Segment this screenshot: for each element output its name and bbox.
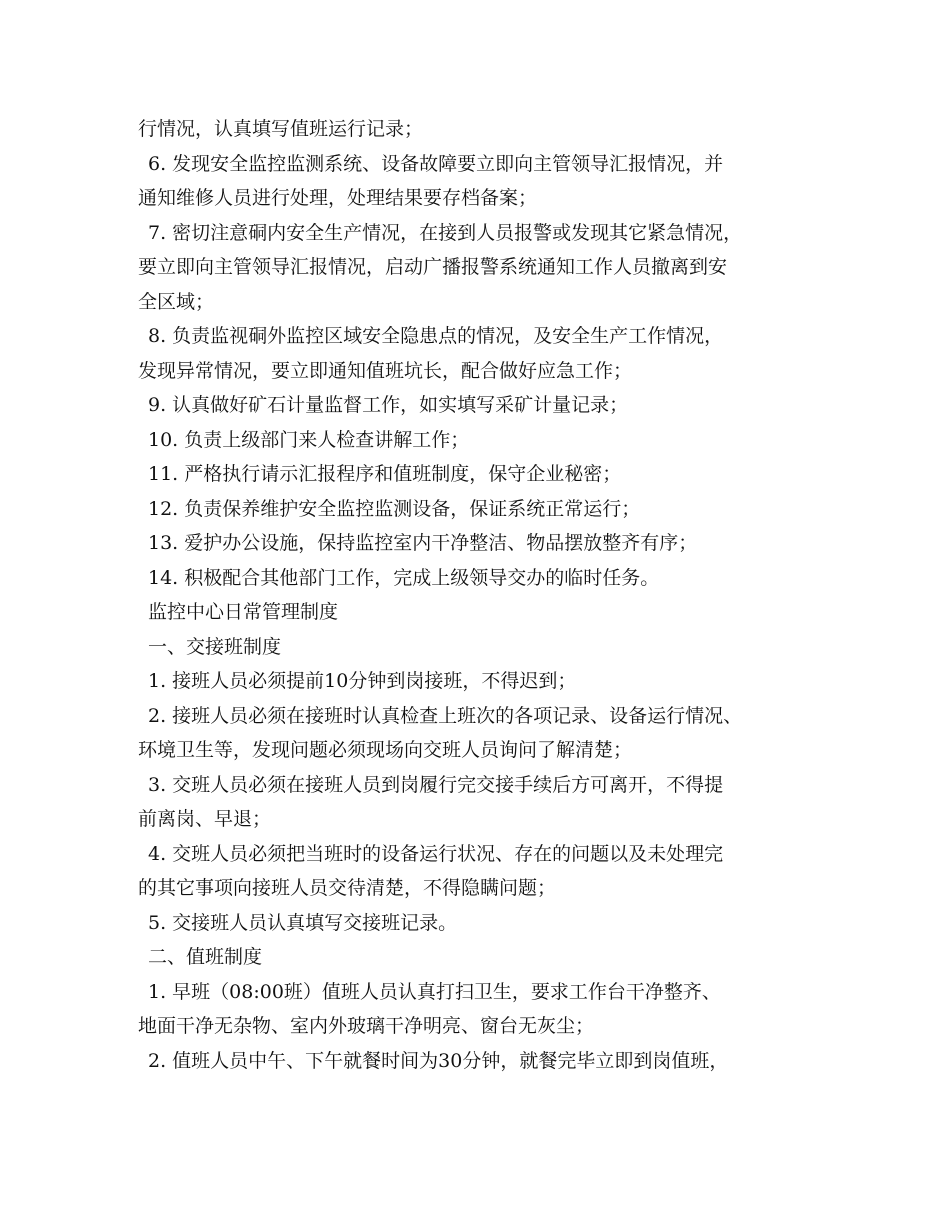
text-line: 10. 负责上级部门来人检查讲解工作； [148,428,470,451]
text-line: 2. 值班人员中午、下午就餐时间为30分钟，就餐完毕立即到岗值班， [148,1049,729,1072]
text-line: 2. 接班人员必须在接班时认真检查上班次的各项记录、设备运行情况、 [148,704,743,727]
text-line: 8. 负责监视硐外监控区域安全隐患点的情况，及安全生产工作情况， [148,325,724,347]
text-line: 全区域； [138,290,215,313]
text-line: 11. 严格执行请示汇报程序和值班制度，保守企业秘密； [148,463,622,485]
text-line: 1. 接班人员必须提前10分钟到岗接班，不得迟到； [148,670,577,692]
text-line: 行情况，认真填写值班运行记录； [138,118,424,140]
text-line: 的其它事项向接班人员交待清楚，不得隐瞒问题； [138,877,557,899]
section-heading: 监控中心日常管理制度 [148,601,339,623]
text-line: 9. 认真做好矿石计量监督工作，如实填写采矿计量记录； [148,394,629,416]
text-line: 4. 交班人员必须把当班时的设备运行状况、存在的问题以及未处理完 [148,842,724,865]
text-line: 13. 爱护办公设施，保持监控室内干净整洁、物品摆放整齐有序； [148,532,698,554]
text-line: 6. 发现安全监控监测系统、设备故障要立即向主管领导汇报情况，并 [148,152,724,175]
text-line: 前离岗、早退； [138,808,272,830]
text-line: 地面干净无杂物、室内外玻璃干净明亮、窗台无灰尘； [138,1015,595,1037]
text-line: 5. 交接班人员认真填写交接班记录。 [148,911,458,934]
subsection-heading: 二、值班制度 [148,946,263,968]
text-line: 3. 交班人员必须在接班人员到岗履行完交接手续后方可离开，不得提 [148,773,724,796]
document-body [138,112,828,1078]
text-line: 7. 密切注意硐内安全生产情况，在接到人员报警或发现其它紧急情况， [148,221,743,244]
text-line: 1. 早班（08:00班）值班人员认真打扫卫生，要求工作台干净整齐、 [148,980,721,1003]
text-line: 发现异常情况，要立即通知值班坑长，配合做好应急工作； [138,359,633,382]
text-line: 14. 积极配合其他部门工作，完成上级领导交办的临时任务。 [148,566,660,589]
text-line: 通知维修人员进行处理，处理结果要存档备案； [138,187,538,209]
text-line: 要立即向主管领导汇报情况，启动广播报警系统通知工作人员撤离到安 [138,256,728,278]
text-line: 12. 负责保养维护安全监控监测设备，保证系统正常运行； [148,497,641,520]
text-line: 环境卫生等，发现问题必须现场向交班人员询问了解清楚； [138,739,633,761]
subsection-heading: 一、交接班制度 [148,635,282,658]
